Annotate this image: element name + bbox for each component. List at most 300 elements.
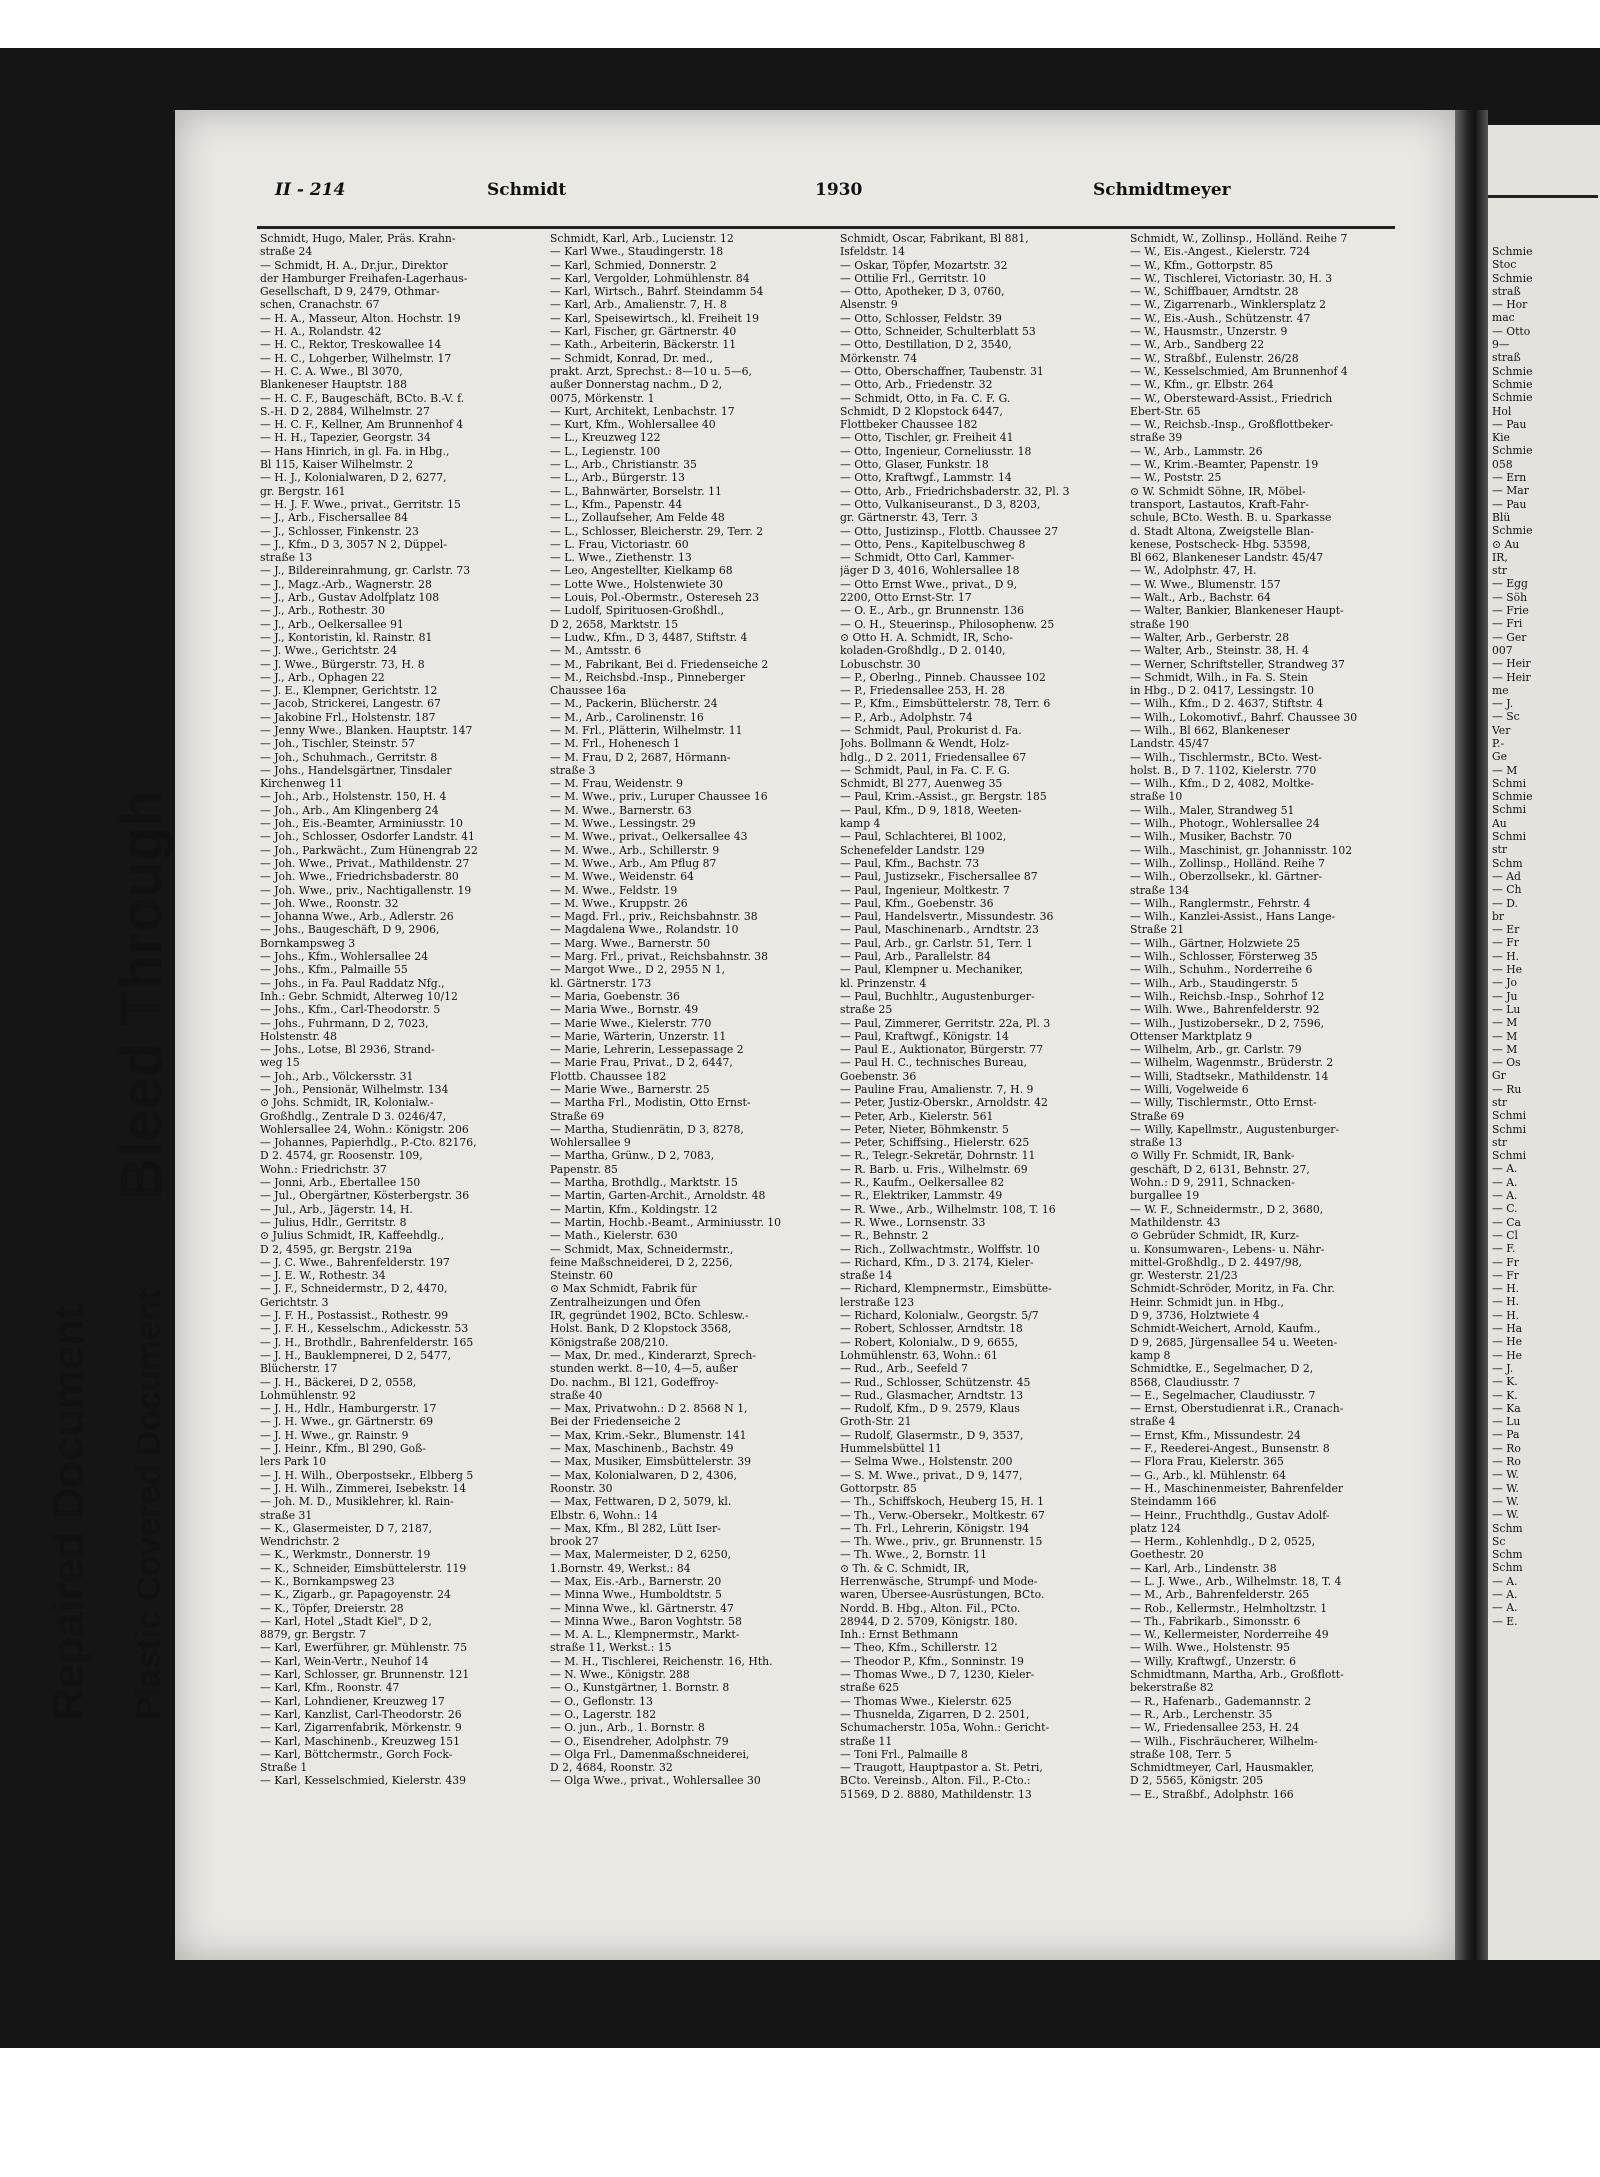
running-header <box>175 180 1405 208</box>
directory-entry-line: — J. F., Schneidermstr., D 2, 4470, <box>260 1282 448 1296</box>
directory-entry-line: Schmidt, W., Zollinsp., Holländ. Reihe 7 <box>1130 232 1348 245</box>
directory-entry-line: straße 3 <box>550 763 596 777</box>
top-margin <box>0 0 1420 48</box>
directory-entry-line: 1.Bornstr. 49, Werkst.: 84 <box>550 1561 691 1575</box>
directory-entry-line: Wohn.: D 9, 2911, Schnacken- <box>1130 1176 1295 1190</box>
directory-entry-line: ⊙ Max Schmidt, Fabrik für <box>550 1282 697 1296</box>
directory-entry-line: — Paul, Justizsekr., Fischersallee 87 <box>840 870 1038 884</box>
directory-entry-line: — W., Poststr. 25 <box>1130 471 1222 485</box>
directory-entry-line: — Robert, Kolonialw., D 9, 6655, <box>840 1335 1019 1349</box>
directory-entry-line: — Otto, Apotheker, D 3, 0760, <box>840 285 1005 299</box>
directory-entry-line: — Wilh., Bl 662, Blankeneser <box>1130 723 1290 737</box>
directory-entry-line: Gerichtstr. 3 <box>260 1295 329 1309</box>
directory-entry-line: Elbstr. 6, Wohn.: 14 <box>550 1508 658 1522</box>
right-page-entry-line: 9— <box>1492 338 1510 352</box>
directory-entry-line: ⊙ Julius Schmidt, IR, Kaffeehdlg., <box>260 1229 445 1243</box>
directory-entry-line: — P., Friedensallee 253, H. 28 <box>840 684 1005 698</box>
directory-column-2 <box>550 232 832 1932</box>
directory-entry-line: — Johannes, Papierhdlg., P.-Cto. 82176, <box>260 1136 477 1150</box>
directory-entry-line: S.-H. D 2, 2884, Wilhelmstr. 27 <box>260 404 430 418</box>
directory-entry-line: — J. C. Wwe., Bahrenfelderstr. 197 <box>260 1255 450 1269</box>
directory-entry-line: — Karl, Kfm., Roonstr. 47 <box>260 1681 400 1695</box>
directory-entry-line: straße 40 <box>550 1388 603 1402</box>
directory-entry-line: — Wilh., Kfm., D 2. 4637, Stiftstr. 4 <box>1130 697 1324 711</box>
right-page-entry-line: — Ju <box>1492 989 1518 1003</box>
directory-entry-line: — Otto, Schneider, Schulterblatt 53 <box>840 325 1036 339</box>
directory-entry-line: — Wilh. Wwe., Holstenstr. 95 <box>1130 1641 1290 1655</box>
directory-entry-line: — Peter, Arb., Kielerstr. 561 <box>840 1109 994 1123</box>
directory-entry-line: prakt. Arzt, Sprechst.: 8—10 u. 5—6, <box>550 364 752 378</box>
right-page-entry-line: — Jo <box>1492 976 1518 990</box>
directory-entry-line: feine Maßschneiderei, D 2, 2256, <box>550 1255 733 1269</box>
directory-entry-line: — J. E. W., Rothestr. 34 <box>260 1269 386 1283</box>
right-page-entry-line: — Heir <box>1492 657 1531 671</box>
directory-entry-line: weg 15 <box>260 1056 300 1070</box>
directory-entry-line: — Math., Kielerstr. 630 <box>550 1229 678 1243</box>
directory-entry-line: — Peter, Justiz-Oberskr., Arnoldstr. 42 <box>840 1096 1048 1110</box>
directory-entry-line: Heinr. Schmidt jun. in Hbg., <box>1130 1295 1284 1309</box>
directory-entry-line: — W., Zigarrenarb., Winklersplatz 2 <box>1130 298 1327 312</box>
right-page-entry-line: str <box>1492 843 1508 857</box>
page-number: II - 214 <box>275 180 346 200</box>
directory-entry-line: — Schmidt, Paul, Prokurist d. Fa. <box>840 723 1022 737</box>
directory-entry-line: — Karl, Wein-Vertr., Neuhof 14 <box>260 1654 429 1668</box>
right-page-entry-line: me <box>1492 683 1509 697</box>
directory-entry-line: — H. C. F., Kellner, Am Brunnenhof 4 <box>260 418 464 432</box>
directory-entry-line: schen, Cranachstr. 67 <box>260 298 380 312</box>
right-page-entry-line: — H. <box>1492 1308 1520 1322</box>
directory-entry-line: — K., Schneider, Eimsbüttelerstr. 119 <box>260 1561 467 1575</box>
directory-entry-line: — Rud., Arb., Seefeld 7 <box>840 1362 968 1376</box>
directory-entry-line: — J., Bildereinrahmung, gr. Carlstr. 73 <box>260 564 471 578</box>
directory-entry-line: — Jakobine Frl., Holstenstr. 187 <box>260 710 436 724</box>
directory-entry-line: straße 190 <box>1130 617 1190 631</box>
directory-entry-line: Ebert-Str. 65 <box>1130 404 1201 418</box>
right-page-entry-line: — J. <box>1492 697 1514 711</box>
directory-entry-line: — R. Barb. u. Fris., Wilhelmstr. 69 <box>840 1162 1028 1176</box>
directory-entry-line: Steindamm 166 <box>1130 1495 1217 1509</box>
right-page-entry-line: — Fr <box>1492 1255 1519 1269</box>
right-page-entry-line: — F. <box>1492 1242 1516 1256</box>
right-page-entry-line: Schmie <box>1492 391 1533 405</box>
directory-entry-line: Bei der Friedenseiche 2 <box>550 1415 681 1429</box>
directory-entry-line: — Willy, Kapellmstr., Augustenburger- <box>1130 1122 1340 1136</box>
directory-entry-line: Straße 69 <box>1130 1109 1185 1123</box>
directory-entry-line: — J., Kfm., D 3, 3057 N 2, Düppel- <box>260 537 447 551</box>
right-page-entry-line: — Cl <box>1492 1228 1518 1242</box>
directory-entry-line: — Karl, Schmied, Donnerstr. 2 <box>550 258 717 272</box>
directory-entry-line: — M. Wwe., Arb., Schillerstr. 9 <box>550 843 720 857</box>
directory-entry-line: Bl 662, Blankeneser Landstr. 45/47 <box>1130 551 1324 565</box>
directory-entry-line: — J., Arb., Rothestr. 30 <box>260 604 385 618</box>
right-page-entry-line: Hol <box>1492 404 1512 418</box>
right-page-entry-line: — Lu <box>1492 1415 1521 1429</box>
directory-entry-line: — Kurt, Kfm., Wohlersallee 40 <box>550 418 716 432</box>
directory-entry-line: brook 27 <box>550 1535 599 1549</box>
right-page-entry-line: Schmi <box>1492 1109 1527 1123</box>
directory-entry-line: — Max, Kolonialwaren, D 2, 4306, <box>550 1468 737 1482</box>
directory-entry-line: — Johs., Lotse, Bl 2936, Strand- <box>260 1043 435 1057</box>
directory-entry-line: — M., Arb., Carolinenstr. 16 <box>550 710 704 724</box>
directory-entry-line: — M. Wwe., priv., Luruper Chaussee 16 <box>550 790 768 804</box>
directory-entry-line: — O. jun., Arb., 1. Bornstr. 8 <box>550 1721 705 1735</box>
right-page-entry-line: Schm <box>1492 856 1523 870</box>
directory-entry-line: — M. Wwe., privat., Oelkersallee 43 <box>550 830 748 844</box>
directory-entry-line: — Willy, Kraftwgf., Unzerstr. 6 <box>1130 1654 1296 1668</box>
directory-entry-line: transport, Lastautos, Kraft-Fahr- <box>1130 497 1309 511</box>
directory-entry-line: — Karl, Kesselschmied, Kielerstr. 439 <box>260 1774 466 1788</box>
directory-entry-line: — J. H., Hdlr., Hamburgerstr. 17 <box>260 1402 437 1416</box>
directory-entry-line: — Paul H. C., technisches Bureau, <box>840 1056 1028 1070</box>
directory-entry-line: Groth-Str. 21 <box>840 1415 912 1429</box>
right-page-entry-line: br <box>1492 909 1505 923</box>
directory-entry-line: — Jul., Obergärtner, Kösterbergstr. 36 <box>260 1189 470 1203</box>
directory-entry-line: — J. F. H., Postassist., Rothestr. 99 <box>260 1309 449 1323</box>
right-page-entry-line: ⊙ Au <box>1492 537 1520 551</box>
directory-entry-line: D 2, 4595, gr. Bergstr. 219a <box>260 1242 413 1256</box>
directory-entry-line: — Max, Dr. med., Kinderarzt, Sprech- <box>550 1348 756 1362</box>
directory-entry-line: — Wilh., Maler, Strandweg 51 <box>1130 803 1295 817</box>
directory-entry-line: — H. A., Masseur, Alton. Hochstr. 19 <box>260 311 461 325</box>
right-page-entry-line: — Ro <box>1492 1441 1521 1455</box>
directory-entry-line: — R. Wwe., Lornsenstr. 33 <box>840 1215 986 1229</box>
directory-entry-line: — Lotte Wwe., Holstenwiete 30 <box>550 577 723 591</box>
directory-entry-line: — Johanna Wwe., Arb., Adlerstr. 26 <box>260 910 454 924</box>
directory-entry-line: 28944, D 2. 5709, Königstr. 180. <box>840 1614 1018 1628</box>
directory-entry-line: — Joh. Wwe., priv., Nachtigallenstr. 19 <box>260 883 472 897</box>
directory-entry-line: — M., Amtsstr. 6 <box>550 644 642 658</box>
directory-entry-line: — Otto, Oberschaffner, Taubenstr. 31 <box>840 364 1044 378</box>
directory-entry-line: D 2, 5565, Königstr. 205 <box>1130 1774 1264 1788</box>
directory-entry-line: — R., Telegr.-Sekretär, Dohrnstr. 11 <box>840 1149 1036 1163</box>
directory-entry-line: Schmidt, Karl, Arb., Lucienstr. 12 <box>550 232 734 245</box>
directory-entry-line: — L. J. Wwe., Arb., Wilhelmstr. 18, T. 4 <box>1130 1574 1342 1588</box>
right-page-entry-line: — He <box>1492 963 1523 977</box>
directory-entry-line: — Thomas Wwe., D 7, 1230, Kieler- <box>840 1668 1035 1682</box>
right-page-entry-line: Blü <box>1492 510 1511 524</box>
directory-entry-line: straße 134 <box>1130 883 1190 897</box>
directory-entry-line: — P., Kfm., Eimsbüttelerstr. 78, Terr. 6 <box>840 697 1051 711</box>
right-page-entry-line: — Ch <box>1492 883 1522 897</box>
directory-entry-line: — Otto, Kraftwgf., Lammstr. 14 <box>840 471 1012 485</box>
directory-entry-line: — Thusnelda, Zigarren, D 2. 2501, <box>840 1707 1030 1721</box>
right-page-entry-line: Gr <box>1492 1069 1506 1083</box>
directory-entry-line: — L. Frau, Victoriastr. 60 <box>550 537 689 551</box>
directory-entry-line: — Jonni, Arb., Ebertallee 150 <box>260 1176 421 1190</box>
directory-entry-line: straße 11, Werkst.: 15 <box>550 1641 672 1655</box>
directory-entry-line: — Marie, Wärterin, Unzerstr. 11 <box>550 1029 727 1043</box>
directory-entry-line: — W., Arb., Sandberg 22 <box>1130 338 1265 352</box>
right-page-entry-line: Schmi <box>1492 1149 1527 1163</box>
directory-entry-line: Papenstr. 85 <box>550 1162 618 1176</box>
directory-entry-line: — Otto, Justizinsp., Flottb. Chaussee 27 <box>840 524 1059 538</box>
directory-entry-line: — Schmidt, Otto, in Fa. C. F. G. <box>840 391 1011 405</box>
directory-entry-line: — Th., Fabrikarb., Simonsstr. 6 <box>1130 1614 1301 1628</box>
directory-entry-line: — Wilh., Zollinsp., Holländ. Reihe 7 <box>1130 856 1325 870</box>
directory-entry-line: — N. Wwe., Königstr. 288 <box>550 1668 690 1682</box>
directory-entry-line: in Hbg., D 2. 0417, Lessingstr. 10 <box>1130 684 1314 698</box>
directory-entry-line: — K., Werkmstr., Donnerstr. 19 <box>260 1548 431 1562</box>
directory-entry-line: — Otto, Glaser, Funkstr. 18 <box>840 458 989 472</box>
directory-entry-line: — Wilh., Reichsb.-Insp., Sohrhof 12 <box>1130 989 1325 1003</box>
right-page-entry-line: Schmi <box>1492 776 1527 790</box>
directory-entry-line: — Rudolf, Glasermstr., D 9, 3537, <box>840 1428 1024 1442</box>
right-page-entry-line: — Ro <box>1492 1455 1521 1469</box>
directory-entry-line: BCto. Vereinsb., Alton. Fil., P.-Cto.: <box>840 1774 1031 1788</box>
directory-entry-line: gr. Westerstr. 21/23 <box>1130 1269 1238 1283</box>
directory-entry-line: — Paul, Handelsvertr., Missundestr. 36 <box>840 910 1054 924</box>
left-page <box>175 110 1455 1960</box>
directory-entry-line: — Ernst, Kfm., Missundestr. 24 <box>1130 1428 1301 1442</box>
directory-entry-line: — Karl, Böttchermstr., Gorch Fock- <box>260 1747 453 1761</box>
right-page-entry-line: — Heir <box>1492 670 1531 684</box>
directory-entry-line: — M. Frl., Hohenesch 1 <box>550 737 680 751</box>
directory-entry-line: — H. C. A. Wwe., Bl 3070, <box>260 364 403 378</box>
directory-entry-line: Großhdlg., Zentrale D 3. 0246/47, <box>260 1109 447 1123</box>
directory-entry-line: — Martin, Hochb.-Beamt., Arminiusstr. 10 <box>550 1215 782 1229</box>
directory-entry-line: — Leo, Angestellter, Kielkamp 68 <box>550 564 733 578</box>
right-page-entry-line: str <box>1492 564 1508 578</box>
directory-entry-line: — Paul, Klempner u. Mechaniker, <box>840 963 1024 977</box>
directory-entry-line: — M. Wwe., Feldstr. 19 <box>550 883 678 897</box>
directory-entry-line: — Karl, Schlosser, gr. Brunnenstr. 121 <box>260 1668 470 1682</box>
directory-entry-line: — Jenny Wwe., Blanken. Hauptstr. 147 <box>260 723 473 737</box>
directory-entry-line: Schmidtmeyer, Carl, Hausmakler, <box>1130 1761 1315 1775</box>
directory-entry-line: — Joh., Tischler, Steinstr. 57 <box>260 737 416 751</box>
directory-entry-line: — Johs., in Fa. Paul Raddatz Nfg., <box>260 976 445 990</box>
directory-entry-line: — Martha, Studienrätin, D 3, 8278, <box>550 1122 744 1136</box>
directory-entry-line: 8879, gr. Bergstr. 7 <box>260 1628 367 1642</box>
directory-entry-line: — R., Hafenarb., Gademannstr. 2 <box>1130 1694 1312 1708</box>
right-page-entry-line: Schmie <box>1492 444 1533 458</box>
directory-entry-line: — Joh. Wwe., Privat., Mathildenstr. 27 <box>260 856 470 870</box>
directory-entry-line: Chaussee 16a <box>550 684 627 698</box>
right-page-entry-line: Schmie <box>1492 245 1533 258</box>
directory-entry-line: — Ludw., Kfm., D 3, 4487, Stiftstr. 4 <box>550 630 748 644</box>
directory-entry-line: — O. E., Arb., gr. Brunnenstr. 136 <box>840 604 1025 618</box>
directory-entry-line: Wendrichstr. 2 <box>260 1535 340 1549</box>
right-page-entry-line: — Ad <box>1492 869 1521 883</box>
directory-entry-line: Herrenwäsche, Strumpf- und Mode- <box>840 1574 1038 1588</box>
directory-entry-line: — Karl, Ewerführer, gr. Mühlenstr. 75 <box>260 1641 468 1655</box>
directory-entry-line: — W., Kellermeister, Norderreihe 49 <box>1130 1628 1329 1642</box>
directory-entry-line: — H. C., Rektor, Treskowallee 14 <box>260 338 442 352</box>
directory-entry-line: Gottorpstr. 85 <box>840 1481 917 1495</box>
right-page-entry-line: — Fri <box>1492 617 1523 631</box>
right-page-entry-line: — M <box>1492 1042 1518 1056</box>
directory-entry-line: — K., Bornkampsweg 23 <box>260 1574 395 1588</box>
directory-entry-line: Flottb. Chaussee 182 <box>550 1069 667 1083</box>
right-page-entry-line: — Lu <box>1492 1002 1521 1016</box>
directory-entry-line: straße 11 <box>840 1734 893 1748</box>
directory-entry-line: straße 14 <box>840 1269 893 1283</box>
right-page-entry-line: 007 <box>1492 643 1513 657</box>
directory-entry-line: — Walter, Arb., Gerberstr. 28 <box>1130 630 1290 644</box>
directory-entry-line: — Karl, Lohndiener, Kreuzweg 17 <box>260 1694 445 1708</box>
directory-entry-line: lerstraße 123 <box>840 1295 915 1309</box>
directory-entry-line: Blankeneser Hauptstr. 188 <box>260 378 407 392</box>
directory-entry-line: — Karl, Vergolder, Lohmühlenstr. 84 <box>550 271 750 285</box>
header-rule <box>257 226 1395 229</box>
directory-entry-line: — Max, Kfm., Bl 282, Lütt Iser- <box>550 1521 721 1535</box>
directory-entry-line: Schmidt, Hugo, Maler, Präs. Krahn- <box>260 232 456 245</box>
directory-entry-line: — Wilh., Justizobersekr., D 2, 7596, <box>1130 1016 1325 1030</box>
directory-entry-line: — Walter, Bankier, Blankeneser Haupt- <box>1130 604 1344 618</box>
right-page-entry-line: — M <box>1492 763 1518 777</box>
directory-entry-line: — L. Wwe., Ziethenstr. 13 <box>550 551 692 565</box>
right-page-entry-line: — W. <box>1492 1508 1519 1522</box>
directory-entry-line: — Wilh., Lokomotivf., Bahrf. Chaussee 30 <box>1130 710 1358 724</box>
directory-entry-line: — Willy, Tischlermstr., Otto Ernst- <box>1130 1096 1317 1110</box>
right-page-entry-line: — Söh <box>1492 590 1528 604</box>
directory-entry-line: — Louis, Pol.-Obermstr., Ostereseh 23 <box>550 591 759 605</box>
directory-entry-line: — J. Wwe., Bürgerstr. 73, H. 8 <box>260 657 425 671</box>
directory-entry-line: — Schmidt, H. A., Dr.jur., Direktor <box>260 258 448 272</box>
directory-entry-line: D 2, 4684, Roonstr. 32 <box>550 1761 673 1775</box>
directory-entry-line: — Otto, Vulkaniseuranst., D 3, 8203, <box>840 497 1041 511</box>
directory-entry-line: — J. E., Klempner, Gerichtstr. 12 <box>260 684 438 698</box>
directory-entry-line: — Ottilie Frl., Gerritstr. 10 <box>840 271 986 285</box>
directory-entry-line: kamp 8 <box>1130 1348 1171 1362</box>
directory-entry-line: schule, BCto. Westh. B. u. Sparkasse <box>1130 511 1332 525</box>
directory-entry-line: — J., Arb., Gustav Adolfplatz 108 <box>260 591 440 605</box>
right-page-entry-line: Kie <box>1492 431 1510 445</box>
directory-entry-line: — M. Frau, Weidenstr. 9 <box>550 777 683 791</box>
directory-entry-line: — Walt., Arb., Bachstr. 64 <box>1130 591 1271 605</box>
directory-entry-line: — Karl, Zigarrenfabrik, Mörkenstr. 9 <box>260 1721 462 1735</box>
directory-entry-line: — W., Hausmstr., Unzerstr. 9 <box>1130 325 1288 339</box>
right-page-entry-line: IR, <box>1492 550 1508 564</box>
directory-entry-line: geschäft, D 2, 6131, Behnstr. 27, <box>1130 1162 1310 1176</box>
directory-entry-line: burgallee 19 <box>1130 1189 1200 1203</box>
directory-entry-line: — W. Wwe., Blumenstr. 157 <box>1130 577 1281 591</box>
directory-entry-line: — J. H. Wilh., Zimmerei, Isebekstr. 14 <box>260 1481 467 1495</box>
directory-entry-line: — Joh., Schuhmach., Gerritstr. 8 <box>260 750 438 764</box>
directory-entry-line: — Julius, Hdlr., Gerritstr. 8 <box>260 1215 407 1229</box>
directory-entry-line: — Jacob, Strickerei, Langestr. 67 <box>260 697 441 711</box>
directory-entry-line: — Martin, Garten-Archit., Arnoldstr. 48 <box>550 1189 766 1203</box>
right-page-entry-line: Ge <box>1492 750 1508 764</box>
directory-entry-line: — Theodor P., Kfm., Sonninstr. 19 <box>840 1654 1024 1668</box>
directory-entry-line: kl. Gärtnerstr. 173 <box>550 976 652 990</box>
bleed-through-label: Bleed Through <box>109 790 174 1200</box>
directory-entry-line: Gesellschaft, D 9, 2479, Othmar- <box>260 285 440 299</box>
directory-entry-line: — Max, Eis.-Arb., Barnerstr. 20 <box>550 1574 722 1588</box>
right-page-entry-line: Schmie <box>1492 790 1533 804</box>
directory-entry-line: — Rob., Kellermstr., Helmholtzstr. 1 <box>1130 1601 1328 1615</box>
directory-entry-line: Schmidt, D 2 Klopstock 6447, <box>840 404 1003 418</box>
directory-entry-line: Kirchenweg 11 <box>260 777 343 791</box>
directory-entry-line: — H. J., Kolonialwaren, D 2, 6277, <box>260 471 447 485</box>
directory-entry-line: — Toni Frl., Palmaille 8 <box>840 1747 968 1761</box>
side-label-group <box>20 760 180 1720</box>
directory-entry-line: — Otto, Pens., Kapitelbuschweg 8 <box>840 537 1026 551</box>
directory-entry-line: d. Stadt Altona, Zweigstelle Blan- <box>1130 524 1314 538</box>
directory-entry-line: Wohlersallee 9 <box>550 1136 631 1150</box>
directory-entry-line: — Wilh., Photogr., Wohlersallee 24 <box>1130 817 1320 831</box>
directory-entry-line: — L., Arb., Christianstr. 35 <box>550 458 697 472</box>
right-page-fragment <box>1488 125 1600 1960</box>
directory-entry-line: — Wilhelm, Arb., gr. Carlstr. 79 <box>1130 1043 1302 1057</box>
directory-entry-line: — W., Eis.-Angest., Kielerstr. 724 <box>1130 245 1311 259</box>
directory-entry-line: — Karl, Speisewirtsch., kl. Freiheit 19 <box>550 311 759 325</box>
directory-entry-line: — Otto, Arb., Friedrichsbaderstr. 32, Pl. 3 <box>840 484 1070 498</box>
directory-entry-line: — Wilh., Schuhm., Norderreihe 6 <box>1130 963 1313 977</box>
directory-entry-line: — J. Wwe., Gerichtstr. 24 <box>260 644 398 658</box>
directory-entry-line: IR, gegründet 1902, BCto. Schlesw.- <box>550 1309 749 1323</box>
directory-entry-line: ⊙ Otto H. A. Schmidt, IR, Scho- <box>840 630 1013 644</box>
directory-entry-line: Inh.: Ernst Bethmann <box>840 1628 959 1642</box>
directory-entry-line: Bornkampsweg 3 <box>260 936 356 950</box>
directory-entry-line: Holst. Bank, D 2 Klopstock 3568, <box>550 1322 732 1336</box>
right-page-entry-line: — Otto <box>1492 324 1531 338</box>
directory-entry-line: — O., Geflonstr. 13 <box>550 1694 653 1708</box>
directory-entry-line: außer Donnerstag nachm., D 2, <box>550 378 723 392</box>
right-page-entry-line: — H. <box>1492 1295 1520 1309</box>
directory-entry-line: — Schmidt, Max, Schneidermstr., <box>550 1242 734 1256</box>
directory-entry-line: — Walter, Arb., Steinstr. 38, H. 4 <box>1130 644 1310 658</box>
directory-column-4 <box>1130 232 1412 1932</box>
directory-entry-line: — Karl, Kanzlist, Carl-Theodorstr. 26 <box>260 1707 462 1721</box>
right-page-entry-line: Schm <box>1492 1561 1523 1575</box>
directory-entry-line: 51569, D 2. 8880, Mathildenstr. 13 <box>840 1787 1032 1801</box>
directory-entry-line: — Paul, Kfm., Goebenstr. 36 <box>840 896 994 910</box>
directory-entry-line: — W., Reichsb.-Insp., Großflottbeker- <box>1130 418 1334 432</box>
directory-entry-line: — L., Bahnwärter, Borselstr. 11 <box>550 484 722 498</box>
directory-entry-line: — W., Adolphstr. 47, H. <box>1130 564 1257 578</box>
right-page-header-rule <box>1488 195 1598 198</box>
directory-entry-line: — Johs., Baugeschäft, D 9, 2906, <box>260 923 440 937</box>
directory-entry-line: — M., Fabrikant, Bei d. Friedenseiche 2 <box>550 657 769 671</box>
directory-entry-line: — W., Kesselschmied, Am Brunnenhof 4 <box>1130 364 1348 378</box>
right-page-entry-line: — A. <box>1492 1175 1518 1189</box>
directory-entry-line: — Margot Wwe., D 2, 2955 N 1, <box>550 963 726 977</box>
header-right-keyword: Schmidtmeyer <box>1093 180 1231 200</box>
directory-entry-line: — Johs., Handelsgärtner, Tinsdaler <box>260 763 452 777</box>
directory-entry-line: — Flora Frau, Kielerstr. 365 <box>1130 1455 1284 1469</box>
right-page-entry-line: — Hor <box>1492 298 1528 312</box>
directory-entry-line: — J. H., Brothdlr., Bahrenfelderstr. 165 <box>260 1335 474 1349</box>
directory-entry-line: — W., Krim.-Beamter, Papenstr. 19 <box>1130 458 1319 472</box>
right-page-entry-line: — E. <box>1492 1614 1518 1628</box>
directory-entry-line: — J. H., Bäckerei, D 2, 0558, <box>260 1375 417 1389</box>
directory-entry-line: — J., Schlosser, Finkenstr. 23 <box>260 524 419 538</box>
directory-entry-line: — Karl, Maschinenb., Kreuzweg 151 <box>260 1734 461 1748</box>
right-page-entry-line: — Ka <box>1492 1401 1521 1415</box>
directory-entry-line: — J. H. Wwe., gr. Rainstr. 9 <box>260 1428 409 1442</box>
directory-entry-line: — F., Reederei-Angest., Bunsenstr. 8 <box>1130 1442 1330 1456</box>
directory-entry-line: bekerstraße 82 <box>1130 1681 1214 1695</box>
directory-entry-line: — Willi, Vogelweide 6 <box>1130 1083 1249 1096</box>
directory-entry-line: — J. H. Wilh., Oberpostsekr., Elbberg 5 <box>260 1468 474 1482</box>
right-page-entry-line: straß <box>1492 284 1521 298</box>
directory-entry-line: — L., Legienstr. 100 <box>550 444 661 458</box>
directory-entry-line: D 2. 4574, gr. Roosenstr. 109, <box>260 1149 423 1163</box>
directory-entry-line: der Hamburger Freihafen-Lagerhaus- <box>260 271 468 285</box>
directory-entry-line: — Schmidt, Paul, in Fa. C. F. G. <box>840 763 1010 777</box>
directory-entry-line: — M., Arb., Bahrenfelderstr. 265 <box>1130 1588 1310 1602</box>
directory-entry-line: — Joh., Parkwächt., Zum Hünengrab 22 <box>260 843 478 857</box>
directory-entry-line: — Max, Krim.-Sekr., Blumenstr. 141 <box>550 1428 747 1442</box>
directory-entry-line: — M., Reichsbd.-Insp., Pinneberger <box>550 670 745 684</box>
directory-entry-line: — L., Arb., Bürgerstr. 13 <box>550 471 685 485</box>
directory-entry-line: Zentralheizungen und Öfen <box>550 1295 701 1309</box>
directory-entry-line: — L., Zollaufseher, Am Felde 48 <box>550 511 725 525</box>
directory-entry-line: Steinstr. 60 <box>550 1269 613 1283</box>
directory-entry-line: — M. Frl., Plätterin, Wilhelmstr. 11 <box>550 723 743 737</box>
directory-entry-line: — Paul, Arb., Parallelstr. 84 <box>840 950 991 964</box>
directory-entry-line: — W. F., Schneidermstr., D 2, 3680, <box>1130 1202 1324 1216</box>
